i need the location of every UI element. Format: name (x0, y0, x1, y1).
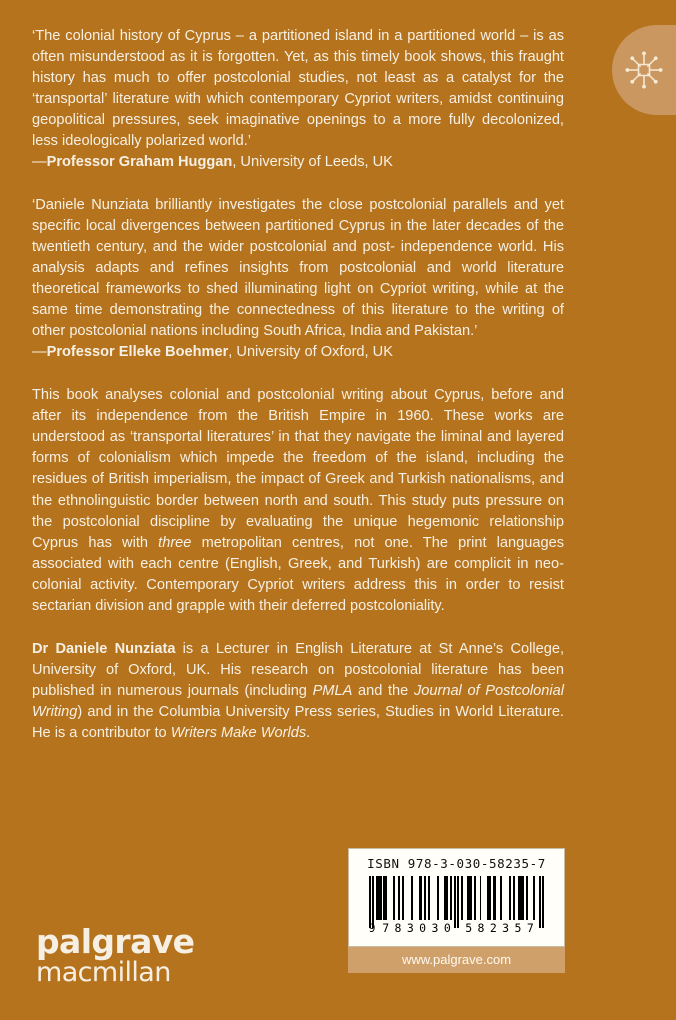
description-part-1: This book analyses colonial and postcolonial writing about Cyprus, before and after its independence from the British Empire in 1960. These works are understood as ‘transportal literatures’ in that they navigate the liminal and layered forms of colonialism which impede the freedom of the island, including the residues of British imperialism, the impact of Greek and Turkish nationalisms, and the ethnolinguistic border between north and south. This study puts pressure on the postcolonial discipline by evaluating the unique hegemonic relationship Cyprus has with (32, 387, 564, 551)
isbn-label: ISBN 978-3-030-58235-7 (367, 856, 546, 871)
em-dash: — (32, 154, 47, 171)
project-writers-make-worlds: Writers Make Worlds (170, 725, 307, 742)
bio-part-4: . (306, 725, 311, 742)
endorser-affiliation-2: , University of Oxford, UK (228, 344, 393, 361)
barcode-lead-digit: 9 (368, 920, 376, 935)
logo-line-palgrave: palgrave (36, 922, 195, 962)
description-part-2: metropolitan centres, not one. The print languages associated with each centre (English, Greek, and Turkish) are complicit in neo-colonial activity. Contemporary Cypriot writers address this in order to resist sectarian division and grapple with their deferred postcoloniality. (32, 534, 564, 614)
journal-jpw: Journal of Postcolonial Writing (32, 683, 564, 721)
endorsement-attribution-2 (32, 342, 564, 363)
spacer (32, 617, 564, 639)
author-biography (32, 639, 564, 744)
palgrave-macmillan-logo (36, 922, 195, 989)
ean13-digits (369, 921, 545, 934)
endorsement-quote-2: ‘Daniele Nunziata brilliantly investigates the close postcolonial parallels and yet specific local divergences between partitioned Cyprus in the later decades of the twentieth century, and the wider postcolonial and post- independence world. His analysis adapts and refines insights from postcolonial and world literature theoretical frameworks to shed illuminating light on Cypriot writing, while at the same time demonstrating the connectedness of this literature to the writing of other postcolonial nations including South Africa, India and Pakistan.’ (32, 196, 564, 340)
endorser-affiliation-1: , University of Leeds, UK (232, 154, 393, 171)
em-dash: — (32, 344, 47, 361)
cover-text-column (32, 26, 564, 744)
palgrave-emblem-badge (612, 25, 676, 115)
endorser-name-2: Professor Elleke Boehmer (46, 344, 229, 361)
bio-part-3: ) and in the Columbia University Press series, Studies in World Literature. He is a contributor to (32, 704, 564, 742)
barcode-card (348, 848, 565, 947)
endorsement-quote-1: ‘The colonial history of Cyprus – a partitioned island in a partitioned world – is as often misunderstood as it is forgotten. Yet, as this timely book shows, this fraught history has much to offer postcolonial studies, not least as a catalyst for the ‘transportal’ literature with which contemporary Cypriot writers, amidst continuing geopolitical pressures, seek imaginative openings to a more fully decolonized, less ideologically polarized world.’ (32, 28, 564, 150)
book-description (32, 385, 564, 617)
logo-line-macmillan: macmillan (36, 957, 171, 989)
endorser-name-1: Professor Graham Huggan (46, 154, 233, 171)
barcode-block (348, 848, 565, 973)
description-emphasis: three (158, 534, 192, 551)
bio-part-1: is a Lecturer in English Literature at St Anne’s College, University of Oxford, UK. His research on postcolonial literature has been published in numerous journals (including (32, 641, 564, 700)
palgrave-sun-emblem-icon (624, 50, 664, 90)
publisher-url[interactable]: www.palgrave.com (348, 947, 565, 973)
endorsement-attribution-1 (32, 152, 564, 173)
barcode-right-digits: 5 8 2 3 5 7 (465, 920, 534, 935)
spacer (32, 363, 564, 385)
journal-pmla: PMLA (312, 683, 353, 700)
bio-part-2: and the (352, 683, 414, 700)
author-name: Dr Daniele Nunziata (32, 641, 176, 658)
barcode-left-digits: 7 8 3 0 3 0 (382, 920, 451, 935)
spacer (32, 174, 564, 195)
